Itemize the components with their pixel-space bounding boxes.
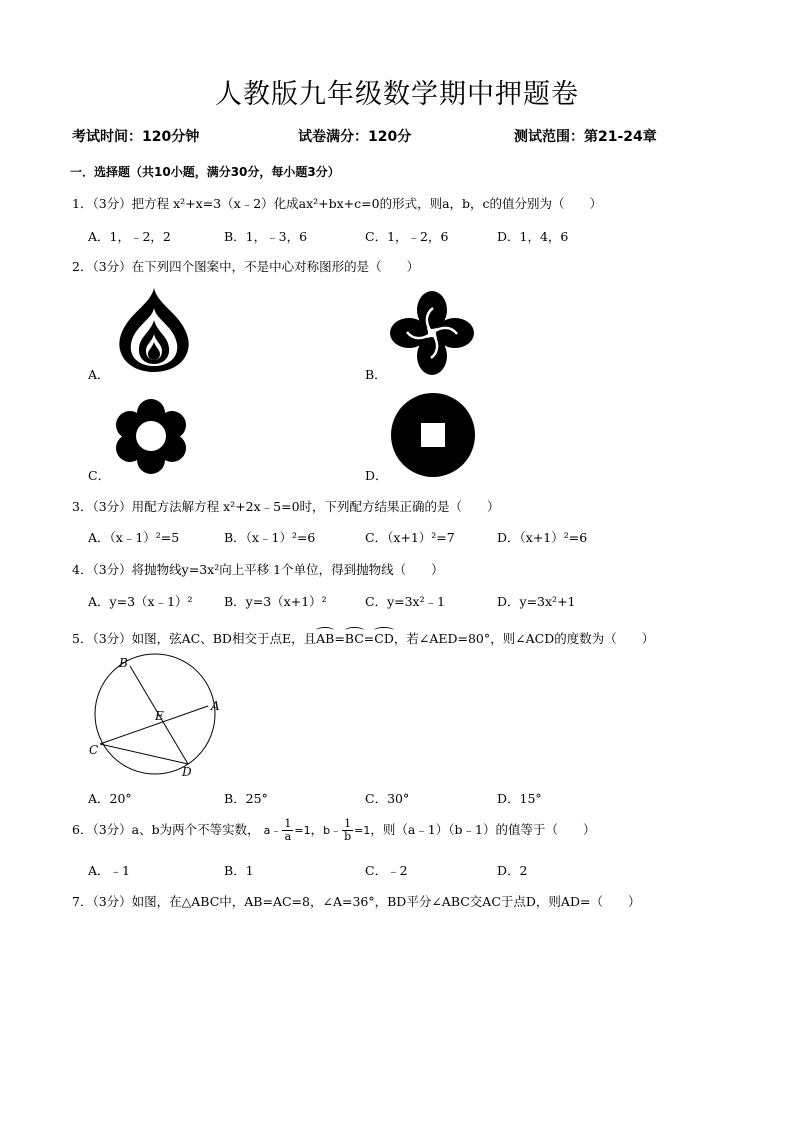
q4-option-a[interactable]: A．y=3（x﹣1）² [88,594,193,609]
q2-label-c[interactable]: C． [88,468,111,483]
flame-pattern-icon [112,286,196,374]
expr2-tail: =1 [354,824,371,837]
q4-option-d[interactable]: D．y=3x²+1 [497,594,576,609]
point-c-label: C [89,743,99,757]
fraction-numerator: 1 [284,817,292,830]
point-e-label: E [155,709,164,723]
fraction-numerator: 1 [342,818,353,831]
q1-option-c[interactable]: C．1，﹣2，6 [365,229,449,244]
q5-option-a[interactable]: A．20° [88,791,132,806]
test-range: 测试范围：第21-24章 [514,129,657,145]
q2-label-a[interactable]: A． [88,367,110,382]
equals-sign: = [334,631,345,646]
q5-option-c[interactable]: C．30° [365,791,410,806]
q1-option-d[interactable]: D．1，4，6 [497,229,569,244]
question-5-stem [72,628,654,647]
question-6-stem [72,818,595,843]
q5-option-d[interactable]: D．15° [497,791,542,806]
arc-ab: AB [316,628,334,646]
expr1-lead: a﹣ [263,824,282,837]
arc-bc: BC [345,628,364,646]
q3-option-b[interactable]: B．（x﹣1）²=6 [224,530,316,545]
fraction-1-over-a [282,818,293,843]
expr2-lead: b﹣ [323,824,342,837]
arc-cd: CD [374,628,394,646]
q6-option-d[interactable]: D．2 [497,863,528,878]
q5-option-b[interactable]: B．25° [224,791,268,806]
six-petal-flower-icon [114,397,188,475]
q6-option-c[interactable]: C．﹣2 [365,863,408,878]
q6-option-b[interactable]: B．1 [224,863,254,878]
q3-option-c[interactable]: C．（x+1）²=7 [365,530,455,545]
full-score: 试卷满分：120分 [298,129,412,145]
question-7-stem: 7．（3分）如图，在△ABC中，AB=AC=8，∠A=36°，BD平分∠ABC交AC于点D，则AD=（ ） [72,894,641,909]
point-d-label: D [182,765,192,779]
ancient-coin-icon [390,392,476,478]
circle-chords-figure [88,656,224,780]
separator: ， [310,822,324,837]
q6-stem-start: 6．（3分）a、b为两个不等实数， [72,822,260,837]
point-b-label: B [119,656,128,670]
q1-option-b[interactable]: B．1，﹣3，6 [224,229,308,244]
q2-label-b[interactable]: B． [365,367,387,382]
exam-time: 考试时间：120分钟 [72,129,200,145]
q6-stem-end: ，则（a﹣1）（b﹣1）的值等于（ ） [370,822,596,837]
q5-stem-start: 5．（3分）如图，弦AC、BD相交于点E，且 [72,631,317,646]
q3-option-d[interactable]: D．（x+1）²=6 [497,530,588,545]
question-4-stem: 4．（3分）将抛物线y=3x²向上平移 1个单位，得到抛物线（ ） [72,562,444,577]
pinwheel-flower-icon [389,290,475,376]
fraction-1-over-b [342,818,353,843]
expr1-tail: =1 [294,824,311,837]
fraction-denominator: b [344,830,352,843]
question-2-stem: 2．（3分）在下列四个图案中，不是中心对称图形的是（ ） [72,259,420,274]
q6-option-a[interactable]: A．﹣1 [88,863,130,878]
q4-option-b[interactable]: B．y=3（x+1）² [224,594,327,609]
page-title: 人教版九年级数学期中押题卷 [215,79,579,110]
q5-stem-end: ，若∠AED=80°，则∠ACD的度数为（ ） [393,631,655,646]
q4-option-c[interactable]: C．y=3x²﹣1 [365,594,446,609]
point-a-label: A [211,699,220,713]
question-1-stem: 1．（3分）把方程 x²+x=3（x﹣2）化成ax²+bx+c=0的形式，则a，b，c的值分别为（ ） [72,196,603,211]
equals-sign: = [363,631,375,646]
q2-label-d[interactable]: D． [365,468,388,483]
q3-option-a[interactable]: A．（x﹣1）²=5 [88,530,180,545]
fraction-denominator: a [284,830,292,843]
section-heading: 一．选择题（共10小题，满分30分，每小题3分） [70,165,340,179]
q1-option-a[interactable]: A．1，﹣2，2 [88,229,171,244]
question-3-stem: 3．（3分）用配方法解方程 x²+2x﹣5=0时，下列配方结果正确的是（ ） [72,499,500,514]
